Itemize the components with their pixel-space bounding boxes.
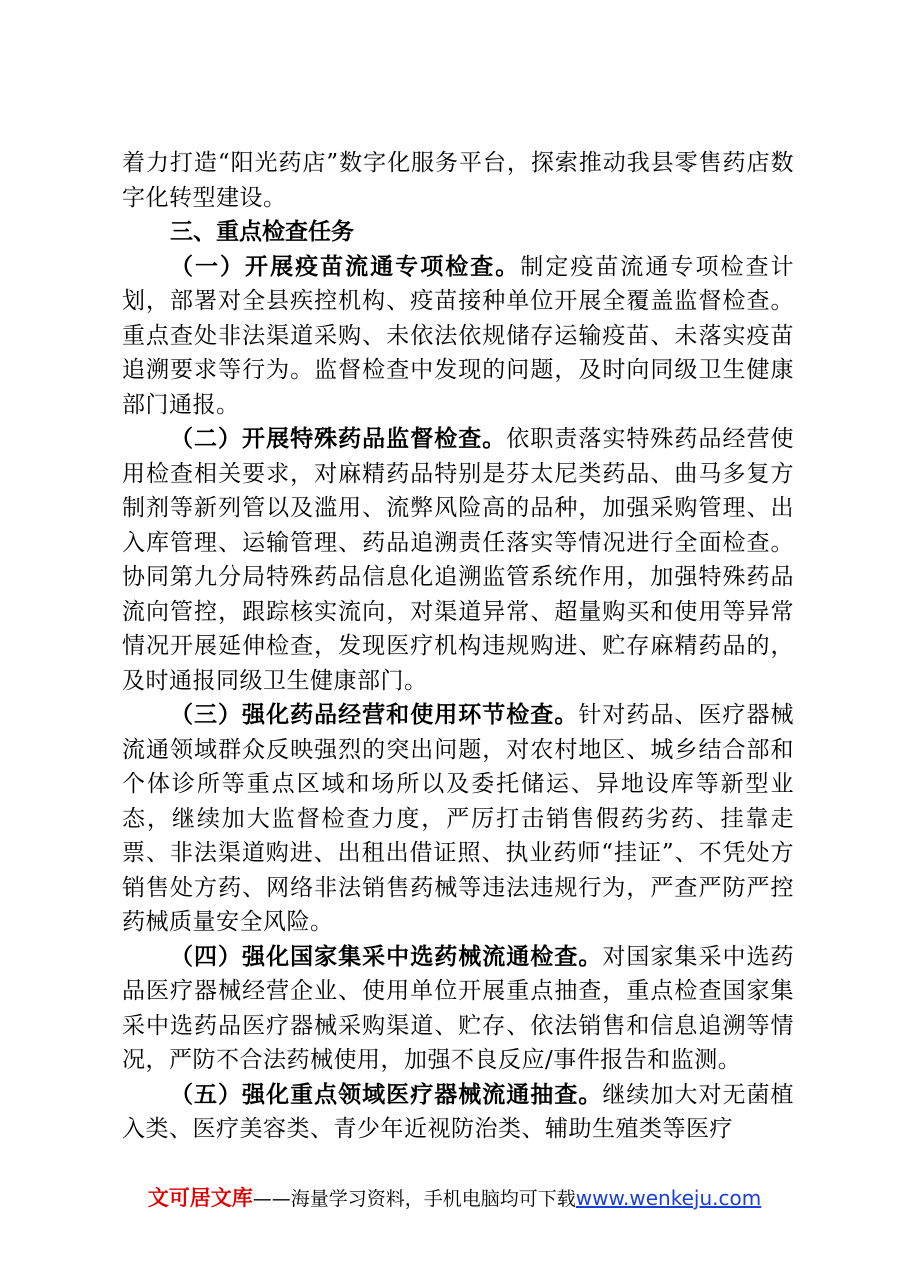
- item-body-3: 针对药品、医疗器械流通领域群众反映强烈的突出问题，对农村地区、城乡结合部和个体诊所等重点区域和场所以及委托储运、异地设库等新型业态，继续加大监督检查力度，严厉打击销售假药劣药、挂靠走票、非法渠道购进、出租出借证照、执业药师“挂证”、不凭处方销售处方药、网络非法销售药械等违法违规行为，严查严防严控药械质量安全风险。: [122, 702, 795, 935]
- item-lead-1: （一）开展疫苗流通专项检查。: [170, 253, 521, 280]
- item-paragraph-4: [122, 940, 794, 1078]
- item-body-5: 继续加大对无菌植入类、医疗美容类、青少年近视防治类、辅助生殖类等医疗: [122, 1081, 795, 1142]
- footer-slogan: ——海量学习资料，手机电脑均可下载: [252, 1188, 576, 1210]
- item-paragraph-5: [122, 1078, 794, 1147]
- item-body-1: 制定疫苗流通专项检查计划，部署对全县疾控机构、疫苗接种单位开展全覆盖监督检查。重点查处非法渠道采购、未依法依规储存运输疫苗、未落实疫苗追溯要求等行为。监督检查中发现的问题，及时向同级卫生健康部门通报。: [122, 253, 795, 418]
- section-heading: 三、重点检查任务: [170, 219, 354, 245]
- item-paragraph-2: [122, 422, 794, 698]
- document-body: [122, 146, 794, 1147]
- item-lead-2: （二）开展特殊药品监督检查。: [170, 426, 507, 452]
- intro-paragraph: 着力打造“阳光药店”数字化服务平台，探索推动我县零售药店数字化转型建设。: [122, 150, 794, 211]
- item-body-2: 依职责落实特殊药品经营使用检查相关要求，对麻精药品特别是芬太尼类药品、曲马多复方制剂等新列管以及滥用、流弊风险高的品种，加强采购管理、出入库管理、运输管理、药品追溯责任落实等情况进行全面检查。协同第九分局特殊药品信息化追溯监管系统作用，加强特殊药品流向管控，跟踪核实流向，对渠道异常、超量购买和使用等异常情况开展延伸检查，发现医疗机构违规购进、贮存麻精药品的，及时通报同级卫生健康部门。: [122, 426, 795, 694]
- item-paragraph-1: [122, 250, 794, 423]
- item-lead-5: （五）强化重点领域医疗器械流通抽查。: [170, 1081, 603, 1108]
- item-lead-4: （四）强化国家集采中选药械流通检查。: [170, 943, 603, 970]
- footer-banner: [0, 1182, 909, 1212]
- item-lead-3: （三）强化药品经营和使用环节检查。: [170, 702, 579, 728]
- footer-link[interactable]: www.wenkeju.com: [575, 1186, 762, 1210]
- footer-brand: 文可居文库: [147, 1186, 253, 1210]
- item-body-4: 对国家集采中选药品医疗器械经营企业、使用单位开展重点抽查，重点检查国家集采中选药品医疗器械采购渠道、贮存、依法销售和信息追溯等情况，严防不合法药械使用，加强不良反应/事件报告和监测。: [122, 943, 795, 1073]
- item-paragraph-3: [122, 698, 794, 940]
